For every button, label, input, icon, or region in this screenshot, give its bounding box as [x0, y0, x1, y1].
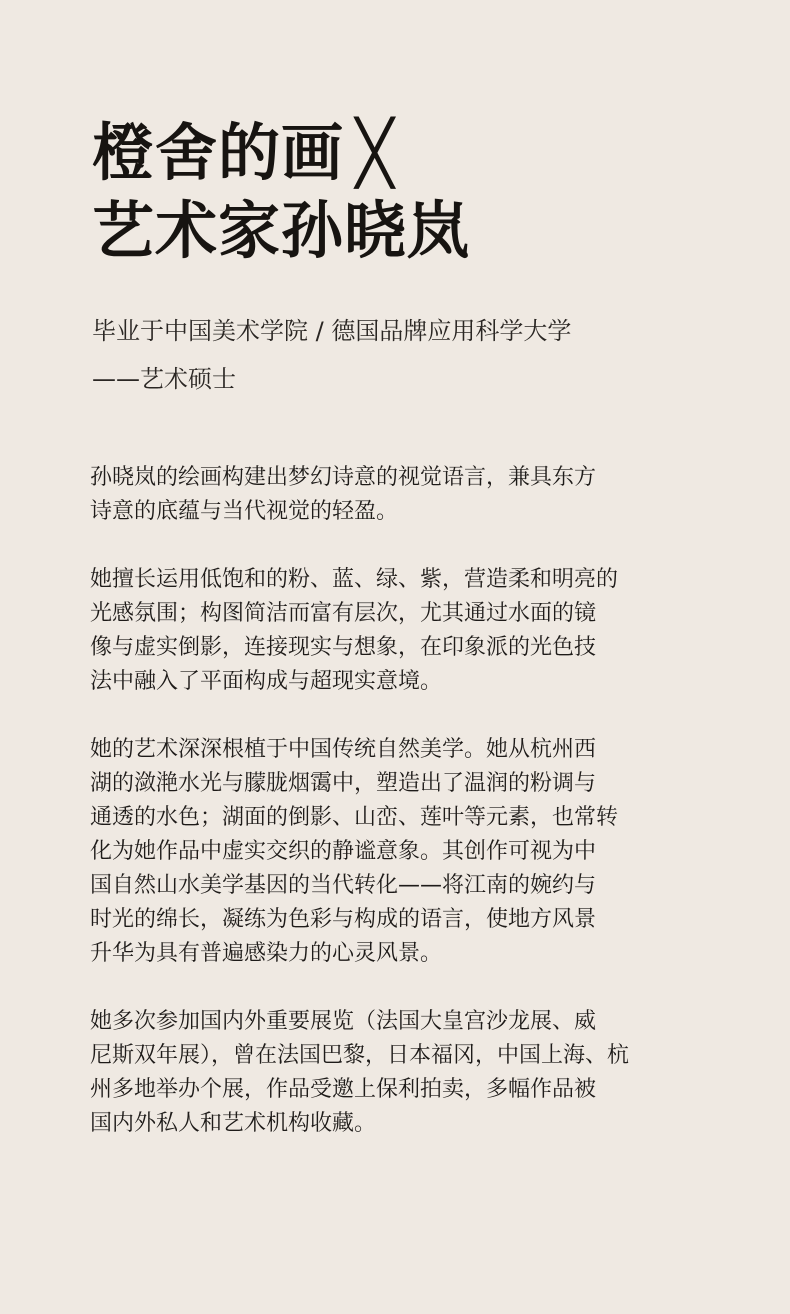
text-line: 化为她作品中虚实交织的静谧意象。其创作可视为中 [90, 839, 597, 864]
education-line-1: 毕业于中国美术学院 / 德国品牌应用科学大学 [92, 317, 572, 345]
page-title [92, 114, 732, 270]
text-line: 湖的潋滟水光与朦胧烟霭中，塑造出了温润的粉调与 [90, 771, 597, 796]
bio-paragraph-2 [90, 563, 702, 699]
title-line-2: 艺术家孙晓岚 [92, 194, 471, 267]
bio-paragraph-4 [90, 1005, 702, 1141]
cross-symbol: ╳ [356, 116, 395, 189]
bio-paragraph-3 [90, 733, 702, 971]
text-line: 国内外私人和艺术机构收藏。 [90, 1111, 377, 1136]
text-line: 孙晓岚的绘画构建出梦幻诗意的视觉语言，兼具东方 [90, 465, 597, 490]
text-line: 她擅长运用低饱和的粉、蓝、绿、紫，营造柔和明亮的 [90, 567, 619, 592]
text-line: 她的艺术深深根植于中国传统自然美学。她从杭州西 [90, 737, 597, 762]
artist-biography [90, 461, 702, 1175]
title-text-1: 橙舍的画 [92, 116, 345, 189]
text-line: 诗意的底蕴与当代视觉的轻盈。 [90, 499, 399, 524]
text-line: 像与虚实倒影，连接现实与想象，在印象派的光色技 [90, 635, 597, 660]
text-line: 通透的水色；湖面的倒影、山峦、莲叶等元素，也常转 [90, 805, 619, 830]
text-line: 她多次参加国内外重要展览（法国大皇宫沙龙展、威 [90, 1009, 597, 1034]
artist-education [92, 307, 732, 403]
text-line: 升华为具有普遍感染力的心灵风景。 [90, 941, 443, 966]
text-line: 国自然山水美学基因的当代转化——将江南的婉约与 [90, 873, 597, 898]
text-line: 州多地举办个展，作品受邀上保利拍卖，多幅作品被 [90, 1077, 597, 1102]
text-line: 光感氛围；构图简洁而富有层次，尤其通过水面的镜 [90, 601, 597, 626]
title-line-1 [92, 114, 732, 192]
education-line-2: ——艺术硕士 [92, 365, 236, 393]
text-line: 时光的绵长，凝练为色彩与构成的语言，使地方风景 [90, 907, 597, 932]
bio-paragraph-1 [90, 461, 702, 529]
text-line: 法中融入了平面构成与超现实意境。 [90, 669, 443, 694]
text-line: 尼斯双年展），曾在法国巴黎，日本福冈，中国上海、杭 [90, 1043, 630, 1068]
